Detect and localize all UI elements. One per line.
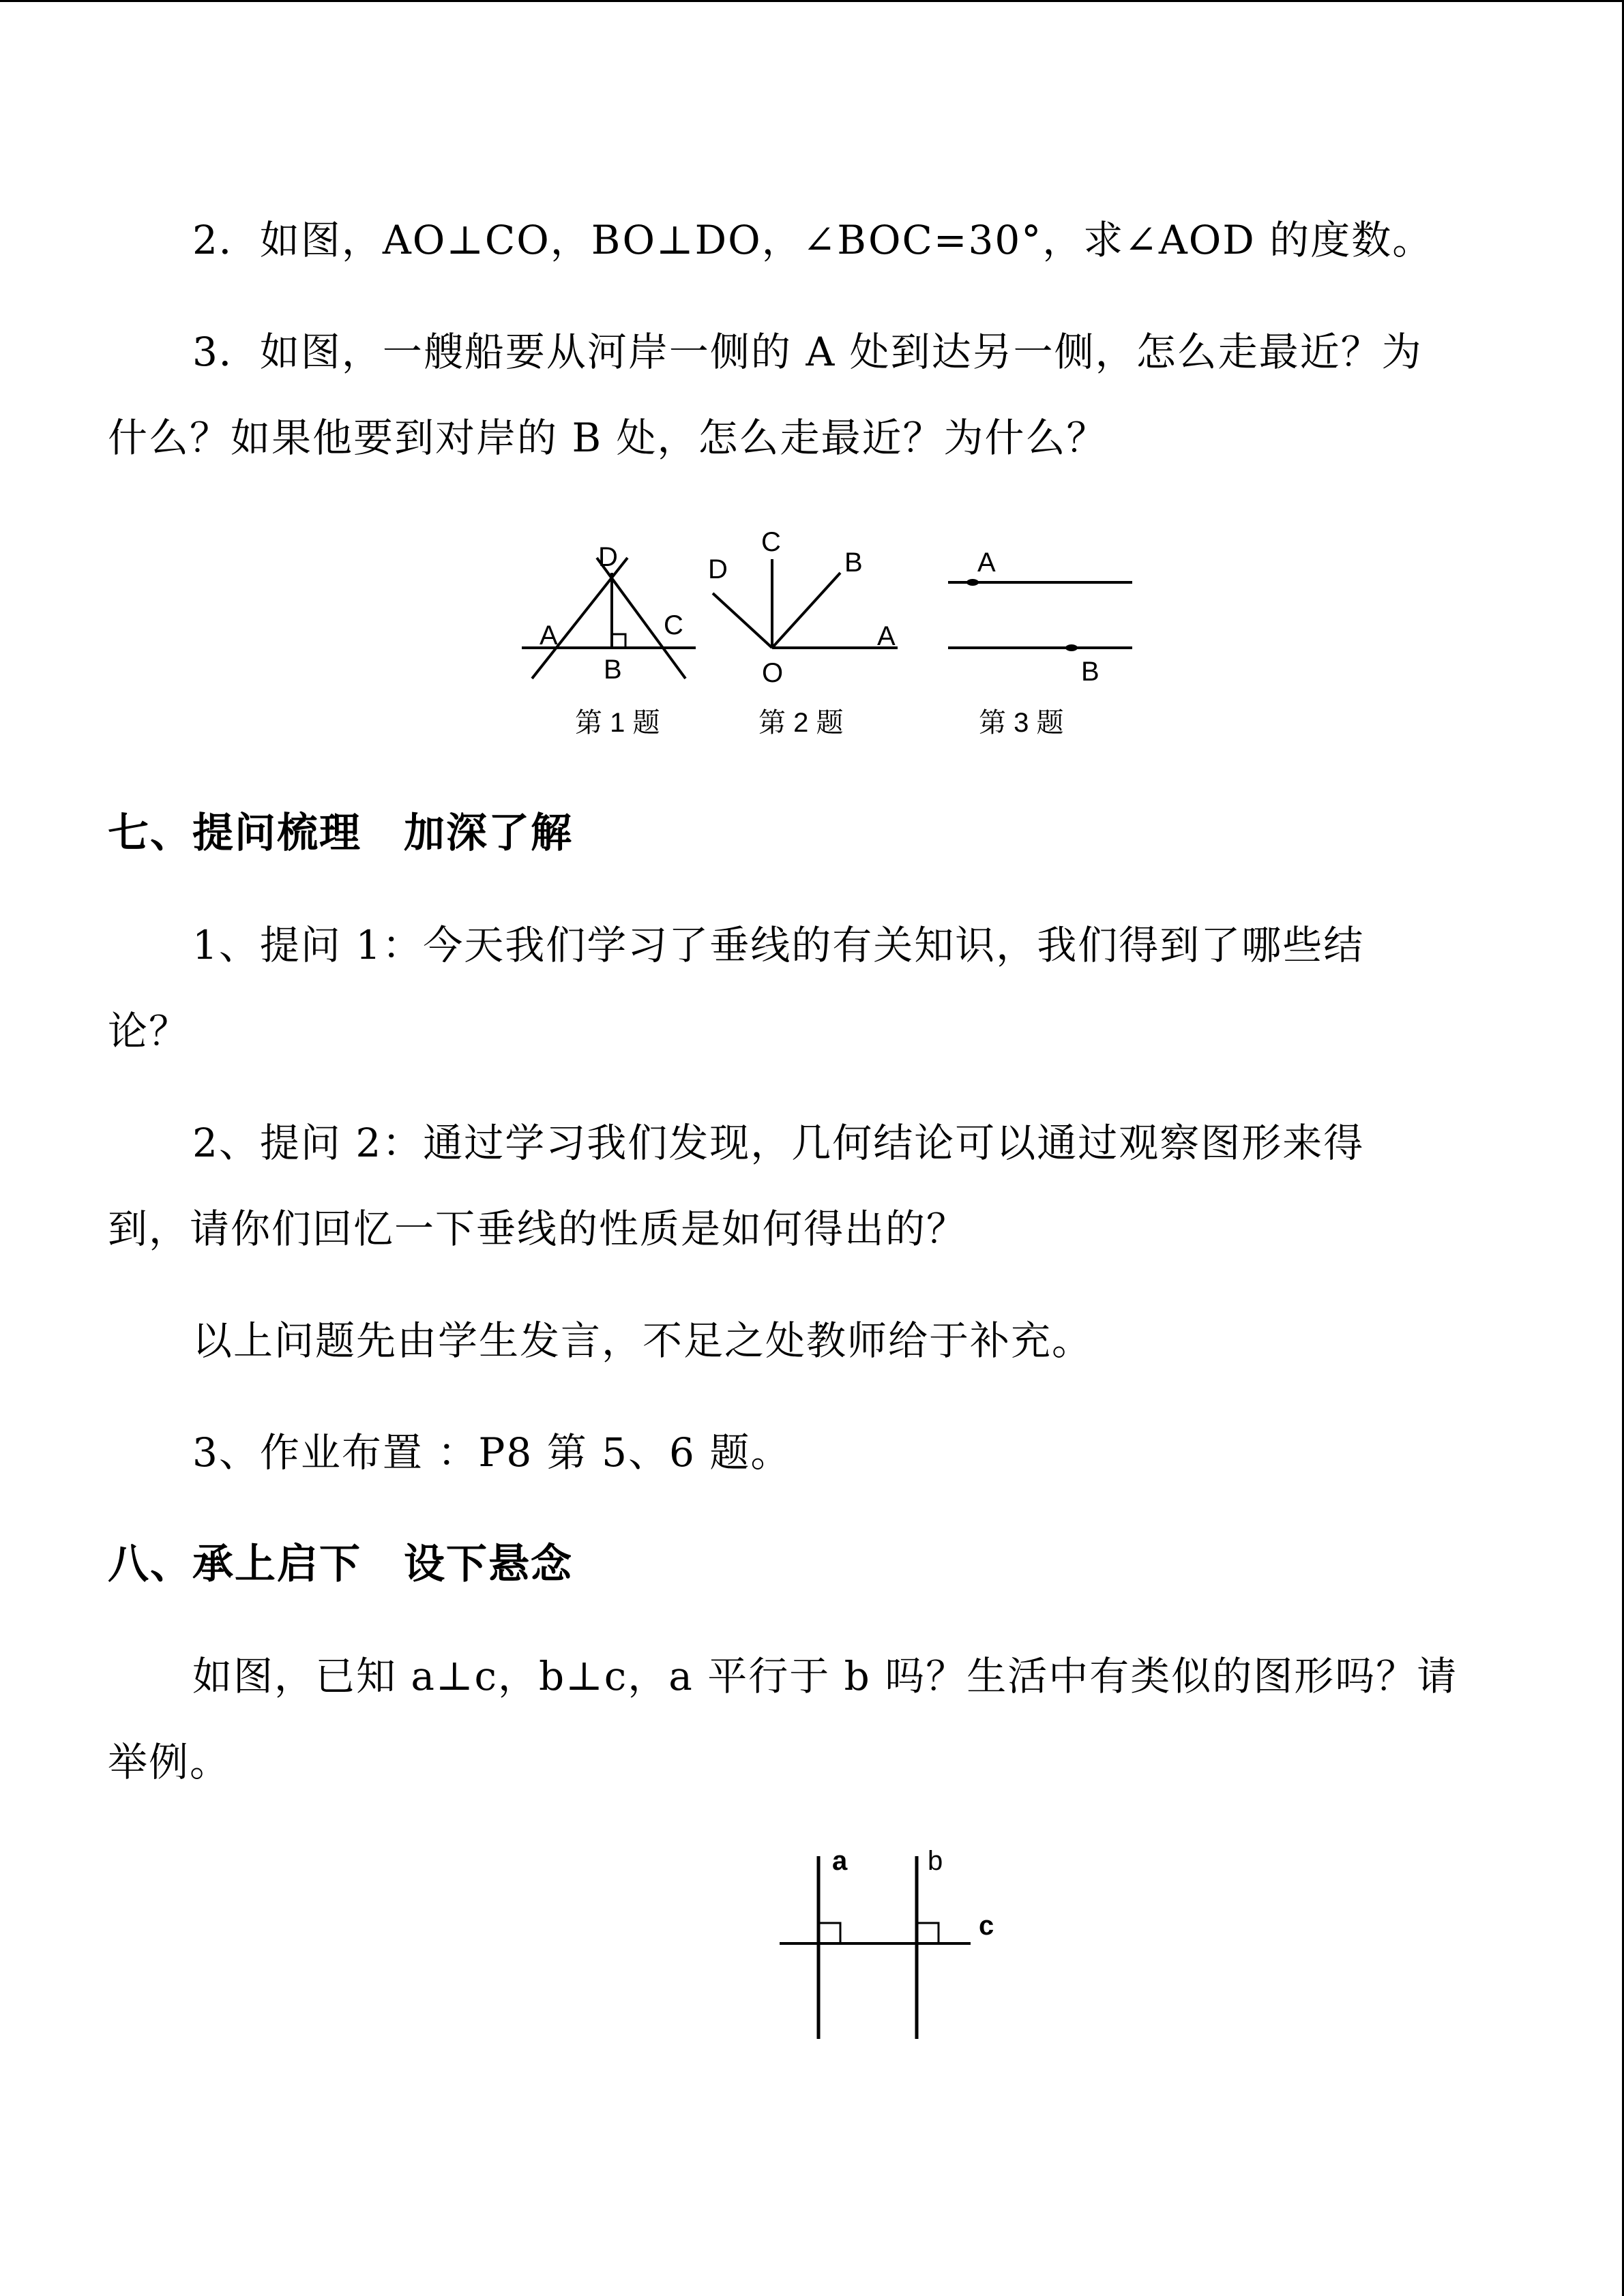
figure-2-label-a: A [877, 621, 896, 651]
label-a: a [832, 1846, 848, 1876]
question-3-line-2: 什么？如果他要到对岸的 B 处，怎么走最近？为什么？ [108, 415, 1108, 461]
section-7-question-1-line-2: 论？ [108, 1008, 190, 1054]
figure-1-right-angle-mark [612, 634, 625, 648]
figure-1-label-d: D [598, 542, 618, 572]
right-angle-mark-a [818, 1923, 840, 1943]
page-top-border [0, 0, 1624, 2]
figure-1-label-a: A [540, 621, 558, 651]
figure-3-point-a [966, 579, 979, 586]
figure-1 [515, 539, 703, 743]
section-7-note: 以上问题先由学生发言，不足之处教师给于补充。 [192, 1317, 1093, 1364]
figure-3-point-b [1065, 644, 1078, 651]
question-2: 2．如图，AO⊥CO，BO⊥DO，∠BOC=30°，求∠AOD 的度数。 [192, 217, 1434, 263]
figure-1-caption: 第 1 题 [575, 708, 660, 738]
section-8-question-line-1: 如图，已知 a⊥c，b⊥c，a 平行于 b 吗？生活中有类似的图形吗？请 [192, 1653, 1458, 1699]
question-3-line-1: 3．如图，一艘船要从河岸一侧的 A 处到达另一侧，怎么走最近？为 [192, 329, 1423, 375]
label-b: b [928, 1846, 943, 1876]
figure-2 [696, 518, 914, 743]
section-7-heading: 七、提问梳理 加深了解 [108, 809, 573, 857]
figure-3-label-b: B [1081, 657, 1099, 687]
parallel-lines-figure [764, 1824, 1009, 2049]
figure-3 [938, 539, 1142, 743]
figure-3-label-a: A [977, 548, 996, 578]
section-8-question-line-2: 举例。 [108, 1739, 231, 1785]
figure-1-label-b: B [604, 655, 622, 685]
section-7-question-1-line-1: 1、提问 1：今天我们学习了垂线的有关知识，我们得到了哪些结 [192, 922, 1365, 968]
section-8-heading: 八、承上启下 设下悬念 [108, 1540, 573, 1588]
figure-2-label-o: O [762, 658, 784, 688]
figure-2-label-b: B [844, 548, 863, 578]
right-angle-mark-b [917, 1923, 939, 1943]
figure-1-label-c: C [664, 610, 683, 640]
section-7-question-2-line-1: 2、提问 2：通过学习我们发现，几何结论可以通过观察图形来得 [192, 1120, 1365, 1166]
figure-2-label-c: C [761, 527, 781, 557]
label-c: c [979, 1911, 994, 1941]
figure-2-ray-od [713, 593, 772, 648]
section-7-homework: 3、作业布置 ：P8 第 5、6 题。 [192, 1429, 792, 1476]
figure-2-label-d: D [708, 554, 728, 584]
figure-2-caption: 第 2 题 [758, 708, 844, 738]
figure-2-ray-ob [772, 573, 840, 648]
figure-3-caption: 第 3 题 [979, 708, 1064, 738]
section-7-question-2-line-2: 到，请你们回忆一下垂线的性质是如何得出的？ [108, 1206, 968, 1252]
